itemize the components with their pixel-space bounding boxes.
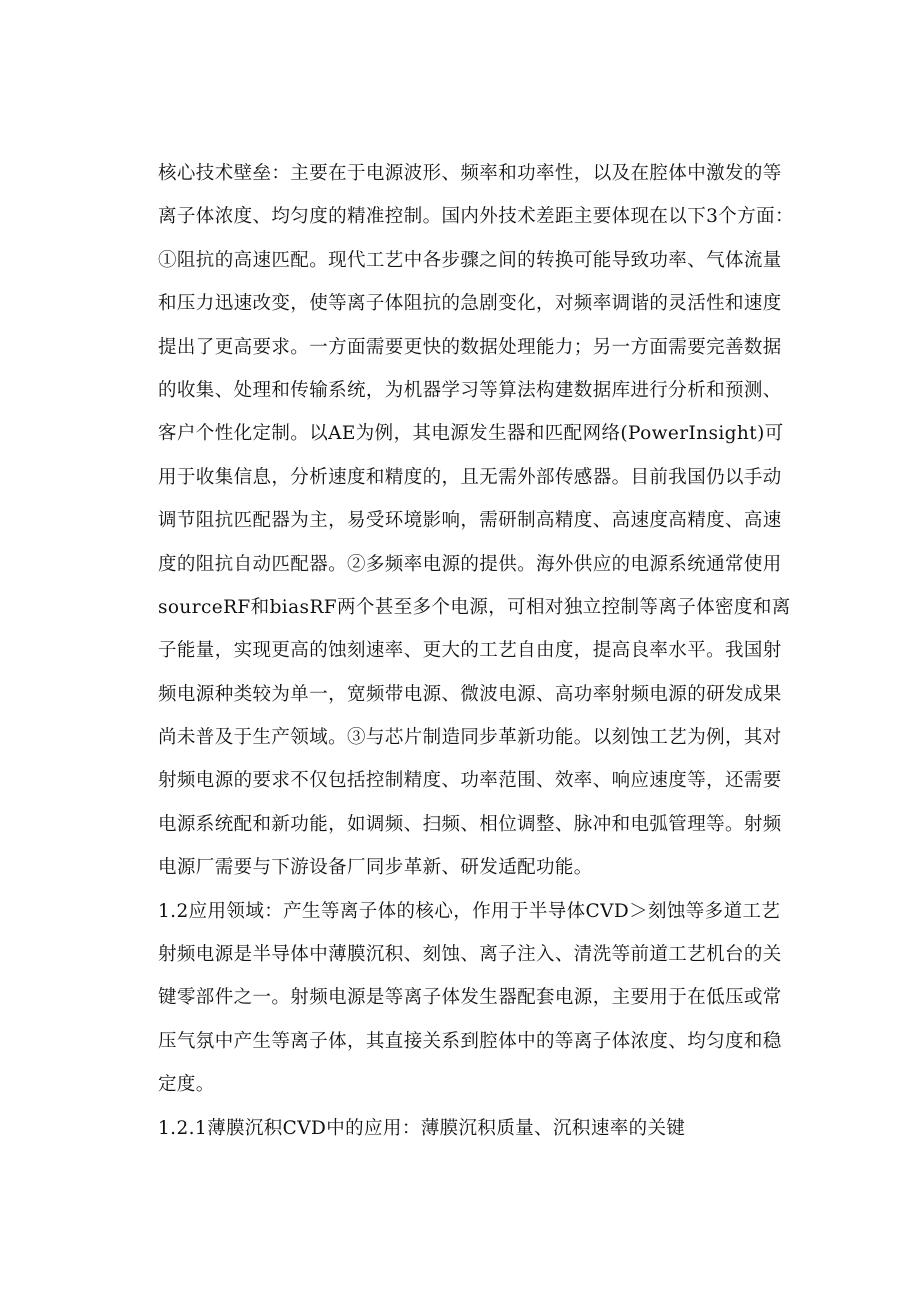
text-line: 尚未普及于生产领域。③与芯片制造同步革新功能。以刻蚀工艺为例，其对 [158, 727, 782, 749]
text-line: 度的阻抗自动匹配器。②多频率电源的提供。海外供应的电源系统通常使用 [158, 553, 782, 575]
subsection-heading: 1.2.1薄膜沉积CVD中的应用：薄膜沉积质量、沉积速率的关键 [158, 1117, 686, 1139]
text-line: 客户个性化定制。以AE为例，其电源发生器和匹配网络(PowerInsight)可 [158, 423, 784, 445]
section-heading: 1.2应用领域：产生等离子体的核心，作用于半导体CVD＞刻蚀等多道工艺 [158, 900, 781, 922]
text-line: 射频电源是半导体中薄膜沉积、刻蚀、离子注入、清洗等前道工艺机台的关 [158, 944, 782, 966]
text-line: 射频电源的要求不仅包括控制精度、功率范围、效率、响应速度等，还需要 [158, 770, 782, 792]
text-line: 定度。 [158, 1074, 215, 1096]
text-line: 核心技术壁垒：主要在于电源波形、频率和功率性，以及在腔体中激发的等 [158, 163, 782, 184]
text-line: ①阻抗的高速匹配。现代工艺中各步骤之间的转换可能导致功率、气体流量 [158, 249, 782, 271]
text-line: 电源系统配和新功能，如调频、扫频、相位调整、脉冲和电弧管理等。射频 [158, 813, 782, 835]
document-body [158, 152, 838, 1150]
text-line: sourceRF和biasRF两个甚至多个电源，可相对独立控制等离子体密度和离 [158, 596, 791, 618]
text-line: 的收集、处理和传输系统，为机器学习等算法构建数据库进行分析和预测、 [158, 379, 782, 401]
text-line: 电源厂需要与下游设备厂同步革新、研发适配功能。 [158, 857, 593, 879]
text-line: 用于收集信息，分析速度和精度的，且无需外部传感器。目前我国仍以手动 [158, 466, 782, 488]
text-line: 频电源种类较为单一，宽频带电源、微波电源、高功率射频电源的研发成果 [158, 683, 782, 705]
text-line: 键零部件之一。射频电源是等离子体发生器配套电源，主要用于在低压或常 [158, 987, 782, 1009]
text-line: 离子体浓度、均匀度的精准控制。国内外技术差距主要体现在以下3个方面： [158, 206, 794, 228]
text-line: 调节阻抗匹配器为主，易受环境影响，需研制高精度、高速度高精度、高速 [158, 510, 782, 532]
text-line: 压气氛中产生等离子体，其直接关系到腔体中的等离子体浓度、均匀度和稳 [158, 1030, 782, 1052]
text-line: 子能量，实现更高的蚀刻速率、更大的工艺自由度，提高良率水平。我国射 [158, 640, 782, 662]
text-line: 提出了更高要求。一方面需要更快的数据处理能力；另一方面需要完善数据 [158, 336, 782, 358]
text-line: 和压力迅速改变，使等离子体阻抗的急剧变化，对频率调谐的灵活性和速度 [158, 293, 782, 315]
